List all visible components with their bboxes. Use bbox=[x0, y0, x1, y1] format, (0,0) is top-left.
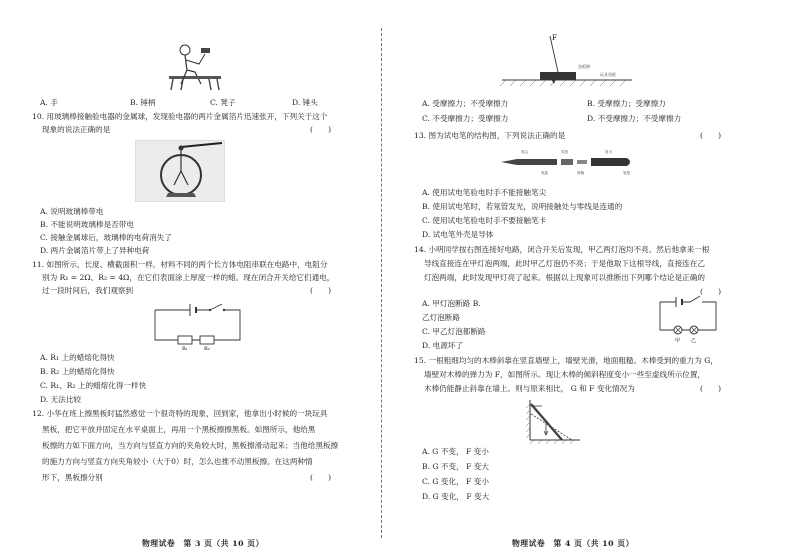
r1-label: R₁ bbox=[182, 346, 188, 352]
q13-option-a[interactable]: A. 使用试电笔验电时手不能接触笔尖 bbox=[422, 188, 547, 197]
q12-option-a[interactable]: A. 受摩擦力；不受摩擦力 bbox=[422, 99, 509, 108]
q13-option-d[interactable]: D. 试电笔外壳是导体 bbox=[422, 230, 494, 239]
hammer-figure bbox=[165, 40, 225, 92]
q9-option-a[interactable]: A. 手 bbox=[40, 98, 58, 107]
lamp-b-label: 乙 bbox=[691, 338, 697, 344]
q12-option-d[interactable]: D. 不受摩擦力；不受摩擦力 bbox=[587, 114, 682, 123]
q10-option-b[interactable]: B. 不能说明玻璃棒是否带电 bbox=[40, 220, 134, 229]
q9-option-c[interactable]: C. 凳子 bbox=[210, 98, 236, 107]
q13-option-b[interactable]: B. 使用试电笔时，若氖管发光，说明接触处与零线是连通的 bbox=[422, 202, 623, 211]
q12-line-2: 黑板，把它平放并固定在水平桌面上，再用一个黑板擦擦黑板。如图所示，他给黑 bbox=[42, 425, 316, 434]
q14-option-d[interactable]: D. 电源坏了 bbox=[422, 341, 464, 350]
q10-option-a[interactable]: A. 说明玻璃棒带电 bbox=[40, 207, 104, 216]
q14-option-a[interactable]: A. 甲灯泡断路 B. bbox=[422, 299, 481, 308]
q11-option-d[interactable]: D. 无法比较 bbox=[40, 395, 82, 404]
q15-option-d[interactable]: D. G 变化， F 变大 bbox=[422, 492, 490, 501]
q15-line-2: 墙壁对木棒的弹力为 F，如图所示。现让木棒的倾斜程度变小一些至虚线所示位置， bbox=[424, 370, 706, 379]
lamp-a-label: 甲 bbox=[675, 338, 681, 344]
neon-tube-label: 氖管 bbox=[561, 150, 569, 154]
q11-answer-paren[interactable]: ( ) bbox=[310, 286, 332, 295]
q11-line-1: 11. 如图所示，长度、横截面积一样，材料不同的两个长方体电阻串联在电路中，电阻分 bbox=[32, 260, 328, 269]
test-pen-diagram bbox=[497, 146, 637, 178]
q14-answer-paren[interactable]: ( ) bbox=[700, 287, 722, 296]
q10-line-2: 现象的说法正确的是 bbox=[42, 125, 111, 134]
page-divider bbox=[381, 28, 382, 538]
q9-option-d[interactable]: D. 锤头 bbox=[292, 98, 318, 107]
q10-option-c[interactable]: C. 接触金属球后，玻璃棒的电荷消失了 bbox=[40, 233, 172, 242]
eraser-label: 黑板擦 bbox=[578, 64, 590, 69]
q13-line: 13. 图为试电笔的结构图，下列说法正确的是 bbox=[414, 131, 566, 140]
toy-board-label: 玩具黑板 bbox=[600, 72, 616, 77]
q15-option-a[interactable]: A. G 不变， F 变小 bbox=[422, 447, 489, 456]
resistor-label: 电阻 bbox=[541, 171, 549, 175]
q10-option-d[interactable]: D. 两片金属箔片带上了异种电荷 bbox=[40, 246, 150, 255]
q12-line-5: 形下，黑板擦分别 bbox=[42, 473, 103, 482]
electroscope-photo bbox=[135, 140, 225, 202]
q15-answer-paren[interactable]: ( ) bbox=[700, 384, 722, 393]
q13-answer-paren[interactable]: ( ) bbox=[700, 131, 722, 140]
q10-line-1: 10. 用玻璃棒接触验电器的金属球，发现验电器的两片金属箔片迅速张开，下列关于这个 bbox=[32, 112, 328, 121]
right-page bbox=[412, 0, 762, 560]
q11-line-2: 别为 R₁ = 2Ω、R₂ = 4Ω，在它们表面涂上厚度一样的蜡。现在闭合开关给它们通电， bbox=[42, 273, 335, 282]
q12-option-c[interactable]: C. 不受摩擦力；受摩擦力 bbox=[422, 114, 509, 123]
q14-option-c[interactable]: C. 甲乙灯泡都断路 bbox=[422, 327, 486, 336]
left-page bbox=[30, 0, 370, 560]
q11-line-3: 过一段时间后，我们观察到 bbox=[42, 286, 134, 295]
left-page-footer: 物理试卷 第 3 页（共 10 页） bbox=[142, 539, 264, 548]
right-page-footer: 物理试卷 第 4 页（共 10 页） bbox=[512, 539, 634, 548]
q12-line-1: 12. 小华在班上擦黑板时猛然感觉一个很奇特的现象，回到家，他拿出小时候的一块玩具 bbox=[32, 409, 328, 418]
force-label: F bbox=[552, 34, 557, 42]
resistor-circuit-diagram bbox=[150, 300, 245, 350]
pen-tip-label: 笔尖 bbox=[521, 150, 529, 154]
spring-label: 弹簧 bbox=[577, 171, 585, 175]
q10-answer-paren[interactable]: ( ) bbox=[310, 125, 332, 134]
leaning-stick-figure bbox=[522, 398, 582, 446]
q12-line-4: 的施力方向与竖直方向夹角较小（大于0）时，怎么也推不动黑板擦。在这两种情 bbox=[42, 457, 313, 466]
r2-label: R₂ bbox=[204, 346, 210, 352]
q14-line-3: 灯泡两端，此时发现甲灯亮了起来。根据以上现象可以推断出下列哪个结论是正确的 bbox=[424, 273, 705, 282]
pen-tail-label: 笔尾 bbox=[623, 171, 631, 175]
q12-answer-paren[interactable]: ( ) bbox=[310, 473, 332, 482]
q12-option-b[interactable]: B. 受摩擦力；受摩擦力 bbox=[587, 99, 666, 108]
q9-option-b[interactable]: B. 锤柄 bbox=[130, 98, 156, 107]
q13-option-c[interactable]: C. 使用试电笔验电时手不要接触笔卡 bbox=[422, 216, 547, 225]
q11-option-b[interactable]: B. R₂ 上的蜡熔化得快 bbox=[40, 367, 115, 376]
q14-line-1: 14. 小明同学按右图连接好电路，闭合开关后发现，甲乙两灯泡均不亮。然后他拿来一根 bbox=[414, 245, 710, 254]
q15-option-c[interactable]: C. G 变化， F 变小 bbox=[422, 477, 489, 486]
pen-clip-label: 笔卡 bbox=[605, 150, 613, 154]
q11-option-a[interactable]: A. R₁ 上的蜡熔化得快 bbox=[40, 353, 115, 362]
lamp-circuit-diagram bbox=[656, 294, 720, 344]
blackboard-eraser-figure bbox=[492, 30, 642, 90]
q14-option-b[interactable]: 乙灯泡断路 bbox=[422, 313, 460, 322]
q15-option-b[interactable]: B. G 不变， F 变大 bbox=[422, 462, 489, 471]
q15-line-3: 木棒仍能静止斜靠在墙上。则与原来相比， G 和 F 变化情况为 bbox=[424, 384, 635, 393]
q14-line-2: 导线直接连在甲灯泡两端，此时甲乙灯泡仍不亮；于是他取下这根导线，直接连在乙 bbox=[424, 259, 705, 268]
q12-line-3: 板擦的力如下面方向，当方向与竖直方向的夹角较大时，黑板擦滑动起来；当他给黑板擦 bbox=[42, 441, 339, 450]
q11-option-c[interactable]: C. R₁、R₂ 上的蜡熔化得一样快 bbox=[40, 381, 147, 390]
q15-line-1: 15. 一根粗细均匀的木棒斜靠在竖直墙壁上，墙壁光滑，地面粗糙。木棒受到的重力为 G， bbox=[414, 356, 718, 365]
